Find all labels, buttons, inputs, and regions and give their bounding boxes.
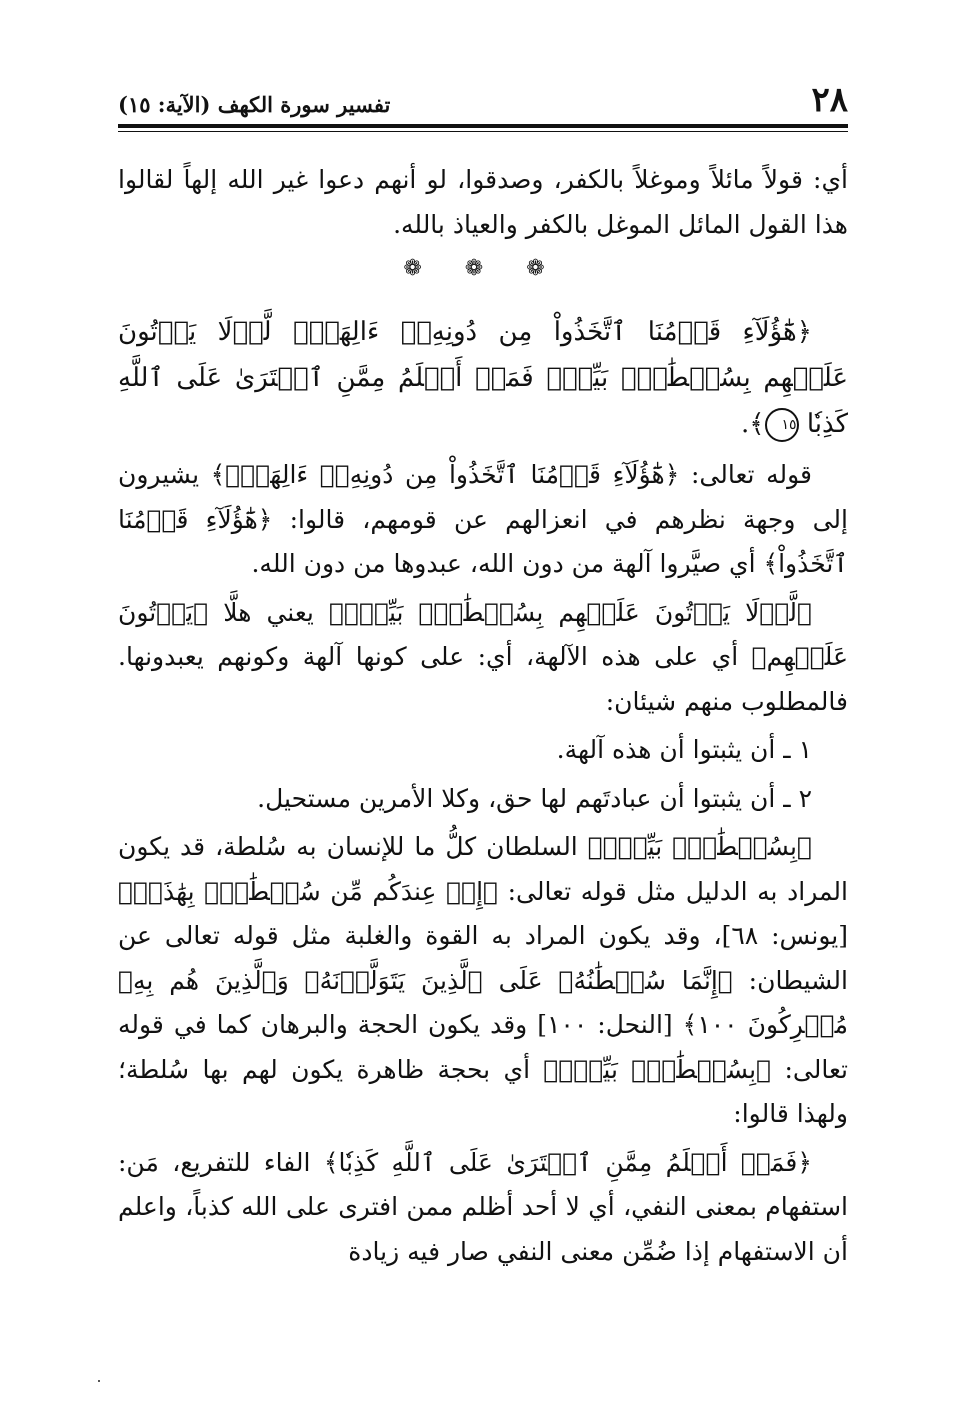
paragraph-commentary-2: ﴿لَّوۡلَا يَأۡتُونَ عَلَيۡهِم بِسُلۡطَٰنِۭ بَيِّنٖۖ﴾ يعني هلَّا ﴿يَأۡتُونَ عَلَيۡهِم﴾ أي على هذه الآلهة، أي: على كونها آلهة وكونهم يعبدونها. فالمطلوب منهم شيئان: xyxy=(118,597,848,716)
quran-verse xyxy=(118,309,848,447)
list-item-2: ٢ ـ أن يثبتوا أن عبادتَهم لها حق، وكلا الأمرين مستحيل. xyxy=(257,783,812,813)
paragraph-sultan: ﴿بِسُلۡطَٰنِۭ بَيِّنٖۖ﴾ السلطان كلُّ ما للإنسان به سُلطة، قد يكون المراد به الدليل مثل قوله تعالى: ﴿إِنۡ عِندَكُم مِّن سُلۡطَٰنِۭ بِهَٰذَآۚ﴾ [يونس: ٦٨]، وقد يكون المراد به القوة والغلبة مثل قوله تعالى عن الشيطان: ﴿إِنَّمَا سُلۡطَٰنُهُۥ عَلَى ٱلَّذِينَ يَتَوَلَّوۡنَهُۥ وَٱلَّذِينَ هُم بِهِۦ مُشۡرِكُونَ ١٠٠﴾ [النحل: ١٠٠] وقد يكون الحجة والبرهان كما في قوله تعالى: ﴿بِسُلۡطَٰنِۭ بَيِّنٖۖ﴾ أي بحجة ظاهرة يكون لهم بها سُلطة؛ ولهذا قالوا: xyxy=(118,832,848,1128)
running-title: تفسير سورة الكهف (الآية: ١٥) xyxy=(118,92,391,117)
paragraph-commentary-1: قوله تعالى: ﴿هَٰٓؤُلَآءِ قَوۡمُنَا ٱتَّخَذُواْ مِن دُونِهِۦٓ ءَالِهَةٗۖ﴾ يشيرون إلى وجهة نظرهم في انعزالهم عن قومهم، قالوا: ﴿هَٰٓؤُلَآءِ قَوۡمُنَا ٱتَّخَذُواْ﴾ أي صيَّروا آلهة من دون الله، عبدوها من دون الله. xyxy=(118,460,848,578)
verse-closing: ﴾. xyxy=(741,409,765,439)
ayah-number-marker: ١٥ xyxy=(765,408,799,442)
verse-text: ﴿هَٰٓؤُلَآءِ قَوۡمُنَا ٱتَّخَذُواْ مِن دُونِهِۦٓ ءَالِهَةٗۖ لَّوۡلَا يَأۡتُونَ عَلَيۡهِم بِسُلۡطَٰنِۭ بَيِّنٖۖ فَمَنۡ أَظۡلَمُ مِمَّنِ ٱفۡتَرَىٰ عَلَى ٱللَّهِ كَذِبٗا xyxy=(118,317,848,439)
paragraph-intro: أي: قولاً مائلاً وموغلاً بالكفر، وصدقوا، لو أنهم دعوا غير الله إلهاً لقالوا هذا القول المائل الموغل بالكفر والعياذ بالله. xyxy=(118,165,848,239)
page-number: ٢٨ xyxy=(811,80,848,120)
paragraph-who-more-unjust: ﴿فَمَنۡ أَظۡلَمُ مِمَّنِ ٱفۡتَرَىٰ عَلَى ٱللَّهِ كَذِبٗا﴾ الفاء للتفريع، مَن: استفهام بمعنى النفي، أي لا أحد أظلم ممن افترى على الله كذباً، واعلم أن الاستفهام إذا ضُمِّن معنى النفي صار فيه زيادة xyxy=(118,1147,848,1266)
header-rule-thin xyxy=(118,131,848,132)
page-header xyxy=(118,80,848,126)
section-separator-stars: ❁ ❁ ❁ xyxy=(403,256,563,281)
list-item-1: ١ ـ أن يثبتوا أن هذه آلهة. xyxy=(556,735,812,764)
header-rule-thick xyxy=(118,124,848,128)
page-body xyxy=(118,158,848,1278)
scan-speck xyxy=(98,1380,100,1382)
